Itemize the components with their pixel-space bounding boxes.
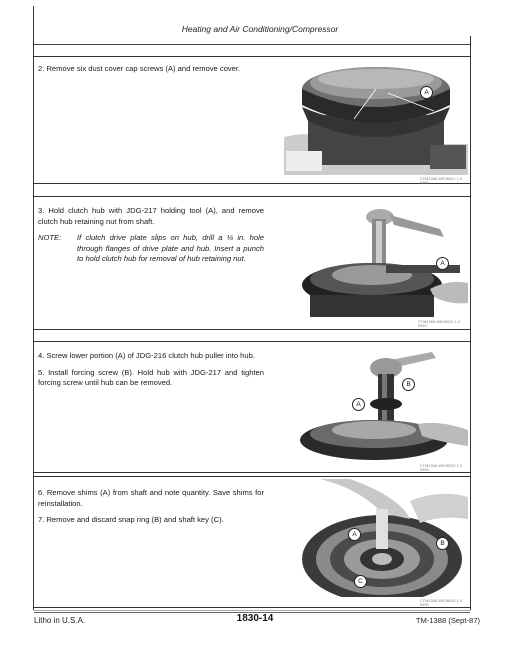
note-label: NOTE: <box>38 233 62 243</box>
section-2-text <box>38 206 264 265</box>
callout-a: A <box>436 257 449 270</box>
callout-b: B <box>436 537 449 550</box>
step-7-text: 7. Remove and discard snap ring (B) and shaft key (C). <box>38 515 224 525</box>
footer-litho: Litho in U.S.A. <box>34 616 86 625</box>
page-number: 1830-14 <box>236 613 274 624</box>
callout-a: A <box>352 398 365 411</box>
step-5-text: 5. Install forcing screw (B). Hold hub with JDG-217 and tighten forcing screw until hub can be removed. <box>38 367 264 388</box>
step-section-4 <box>34 476 470 608</box>
page-header-title: Heating and Air Conditioning/Compressor <box>181 24 339 34</box>
footer-manual-id: TM-1388 (Sept-87) <box>415 616 480 625</box>
step-6-text: 6. Remove shims (A) from shaft and note quantity. Save shims for reinstallation. <box>38 488 264 508</box>
photo-shims-snap-ring <box>290 479 468 597</box>
section-1-text <box>38 64 264 81</box>
photo-dust-cover <box>284 59 468 175</box>
photo-caption-1: CTM1388 WE08031 1.0 9090 <box>420 177 463 185</box>
section-3-text <box>38 351 264 395</box>
step-section-2 <box>34 196 470 330</box>
step-section-1 <box>34 56 470 184</box>
section-4-text <box>38 488 264 532</box>
photo-caption-2: CTM1388 WE08032 1.0 9090 <box>418 320 461 328</box>
photo-hub-puller <box>290 344 468 462</box>
dust-cover-illustration <box>284 59 468 175</box>
callout-c: C <box>354 575 367 588</box>
hub-puller-illustration <box>290 344 468 462</box>
callout-a: A <box>348 528 361 541</box>
photo-caption-3: CTM1388 WE08033 1.0 9090 <box>420 464 463 472</box>
header-rule <box>34 44 470 45</box>
callout-b: B <box>402 378 415 391</box>
photo-clutch-hub-holding <box>290 199 468 319</box>
footer-rule-light <box>34 610 470 611</box>
callout-a: A <box>420 86 433 99</box>
step-4-text: 4. Screw lower portion (A) of JDG-216 clutch hub puller into hub. <box>38 351 255 360</box>
right-margin-line <box>470 36 471 610</box>
note-body: If clutch drive plate slips on hub, drill a ¼ in. hole through flanges of drive plate and hub. Insert a punch to hold clutch hub for removal of hub retaining nut. <box>77 233 264 264</box>
step-3-text: 3. Hold clutch hub with JDG-217 holding tool (A), and remove clutch hub retaining nut from shaft. <box>38 206 264 226</box>
note-block <box>38 233 264 265</box>
step-section-3 <box>34 341 470 473</box>
step-2-text: 2. Remove six dust cover cap screws (A) and remove cover. <box>38 64 241 73</box>
photo-caption-4: CTM1388 WE08034 1.0 9090 <box>420 599 463 607</box>
